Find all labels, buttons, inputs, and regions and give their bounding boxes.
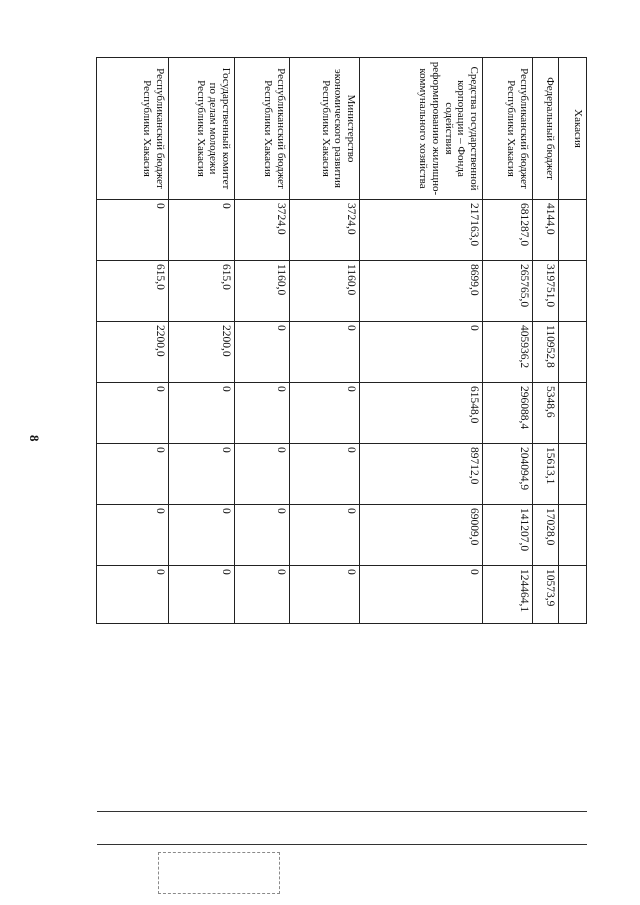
value-cell: 17028,0 (533, 505, 559, 566)
value-cell: 0 (97, 566, 169, 624)
value-cell: 0 (169, 505, 235, 566)
value-cell: 5348,6 (533, 383, 559, 444)
value-cell: 0 (97, 444, 169, 505)
table-row (97, 58, 169, 624)
value-cell: 0 (97, 200, 169, 261)
table-row (290, 58, 360, 624)
value-cell: 615,0 (169, 261, 235, 322)
value-cell: 0 (235, 383, 290, 444)
value-cell: 204094,9 (483, 444, 533, 505)
value-cell: 89712,0 (360, 444, 483, 505)
value-cell: 0 (235, 566, 290, 624)
document-stamp (158, 852, 280, 894)
value-cell: 0 (235, 505, 290, 566)
value-cell: 0 (360, 566, 483, 624)
value-cell: 217163,0 (360, 200, 483, 261)
value-cell (559, 566, 587, 624)
value-cell: 124464,1 (483, 566, 533, 624)
value-cell: 0 (169, 200, 235, 261)
value-cell (559, 444, 587, 505)
value-cell (559, 261, 587, 322)
value-cell: 69009,0 (360, 505, 483, 566)
value-cell (559, 383, 587, 444)
row-label: Республиканский бюджет Республики Хакасия (483, 58, 533, 200)
value-cell: 4144,0 (533, 200, 559, 261)
horizontal-rule-bottom (97, 844, 587, 845)
row-label: Министерство экономического развития Республики Хакасия (290, 58, 360, 200)
budget-table-container (97, 57, 587, 623)
value-cell: 8699,0 (360, 261, 483, 322)
value-cell: 141207,0 (483, 505, 533, 566)
value-cell (559, 322, 587, 383)
value-cell (559, 200, 587, 261)
value-cell: 3724,0 (290, 200, 360, 261)
value-cell: 319751,0 (533, 261, 559, 322)
table-row (235, 58, 290, 624)
value-cell: 10573,9 (533, 566, 559, 624)
row-label: Федеральный бюджет (533, 58, 559, 200)
value-cell: 0 (169, 566, 235, 624)
value-cell: 0 (97, 505, 169, 566)
table-row (483, 58, 533, 624)
value-cell: 110952,8 (533, 322, 559, 383)
value-cell: 0 (235, 444, 290, 505)
value-cell: 0 (290, 566, 360, 624)
value-cell: 1160,0 (235, 261, 290, 322)
value-cell: 1160,0 (290, 261, 360, 322)
value-cell: 0 (360, 322, 483, 383)
table-row (533, 58, 559, 624)
table-row (169, 58, 235, 624)
value-cell: 0 (290, 444, 360, 505)
value-cell: 15613,1 (533, 444, 559, 505)
value-cell: 615,0 (97, 261, 169, 322)
value-cell: 3724,0 (235, 200, 290, 261)
page-number: 8 (27, 435, 42, 442)
rotated-table-area (97, 57, 587, 623)
value-cell: 405936,2 (483, 322, 533, 383)
value-cell: 2200,0 (97, 322, 169, 383)
value-cell: 0 (97, 383, 169, 444)
value-cell: 265765,0 (483, 261, 533, 322)
value-cell: 0 (169, 383, 235, 444)
row-label: Республиканский бюджет Республики Хакасия (235, 58, 290, 200)
value-cell: 0 (290, 383, 360, 444)
value-cell: 0 (169, 444, 235, 505)
value-cell: 0 (290, 505, 360, 566)
row-label: Средства государственной корпорации – Фонда содействия реформированию жилищно-коммунального хозяйства (360, 58, 483, 200)
row-label: Хакасия (559, 58, 587, 200)
value-cell: 2200,0 (169, 322, 235, 383)
value-cell: 0 (235, 322, 290, 383)
value-cell: 296088,4 (483, 383, 533, 444)
table-row (559, 58, 587, 624)
horizontal-rule-top (97, 811, 587, 812)
value-cell: 61548,0 (360, 383, 483, 444)
budget-table (96, 57, 587, 624)
value-cell: 0 (290, 322, 360, 383)
row-label: Государственный комитет по делам молодежи Республики Хакасия (169, 58, 235, 200)
value-cell: 681287,0 (483, 200, 533, 261)
row-label: Республиканский бюджет Республики Хакасия (97, 58, 169, 200)
table-row (360, 58, 483, 624)
value-cell (559, 505, 587, 566)
